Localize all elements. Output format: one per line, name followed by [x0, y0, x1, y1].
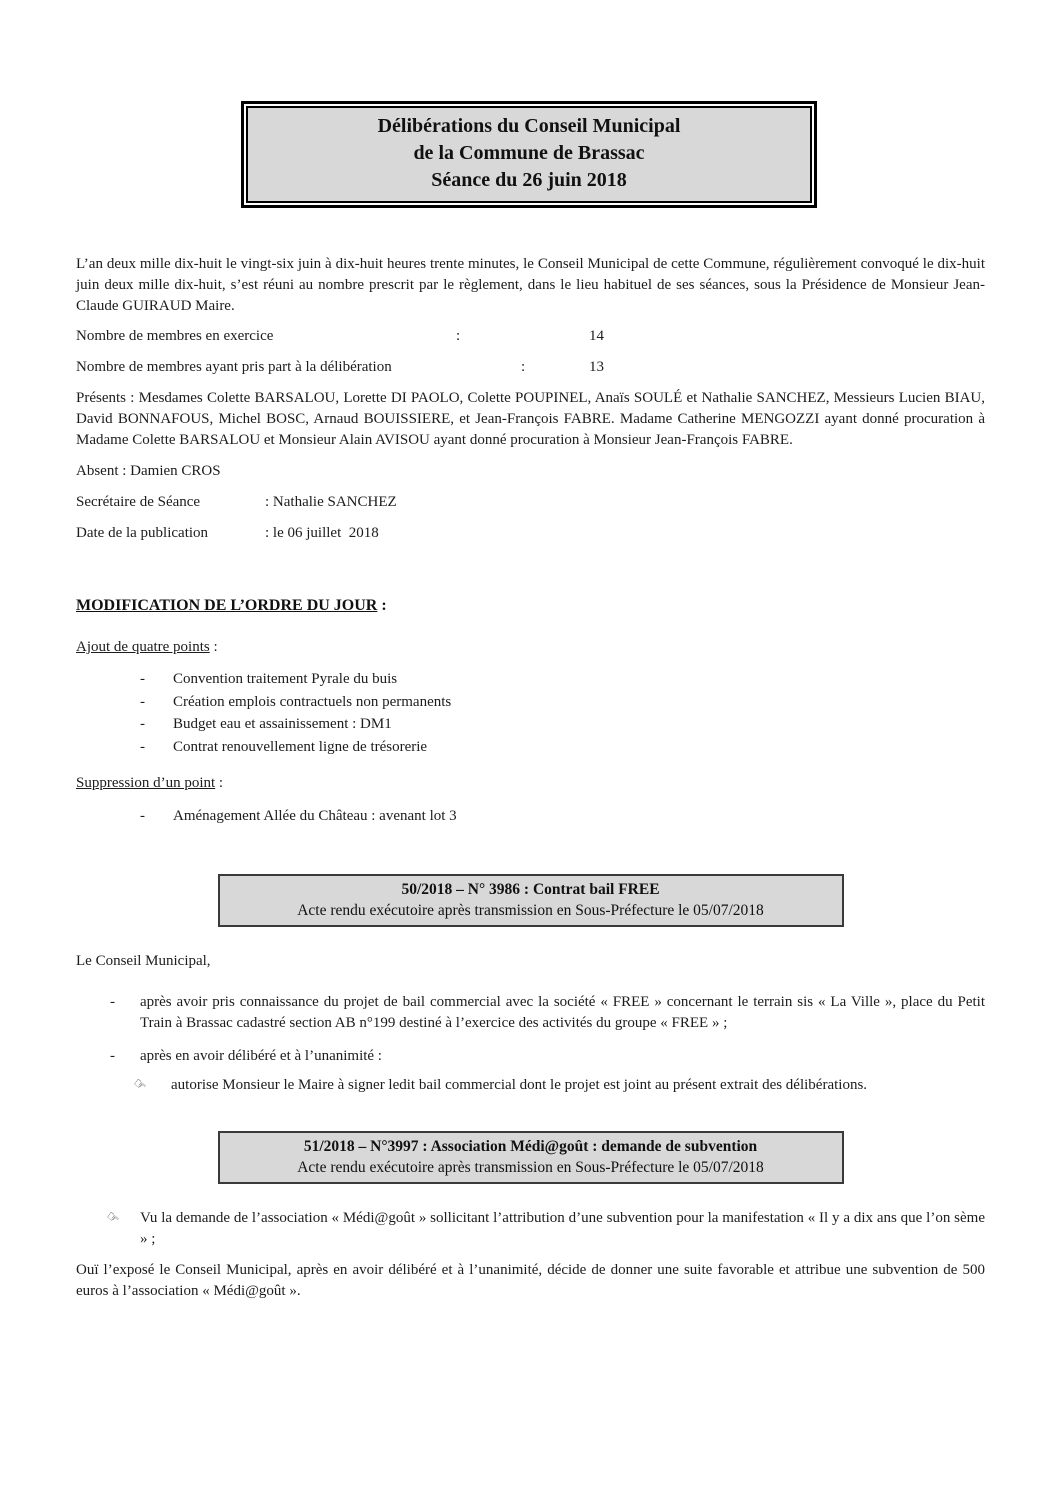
deliberation-51-consideration: [76, 1208, 985, 1250]
deliberation-51-subtitle: Acte rendu exécutoire après transmission en Sous-Préfecture le 05/07/2018: [297, 1159, 764, 1177]
additions-list: [76, 669, 985, 758]
document-body: [76, 254, 985, 1302]
agenda-modification-heading-text: MODIFICATION DE L’ORDRE DU JOUR: [76, 596, 378, 614]
members-in-office-label: Nombre de membres en exercice: [76, 328, 274, 345]
intro-paragraph: L’an deux mille dix-huit le vingt-six juin à dix-huit heures trente minutes, le Conseil Municipal de cette Commune, régulièrement convoqué le dix-huit juin deux mille dix-huit, s’est réuni au nombre prescrit par le règlement, dans le lieu habituel de ses séances, sous la Présidence de Monsieur Jean-Claude GUIRAUD Maire.: [76, 256, 985, 314]
publication-date-value: : le 06 juillet 2018: [265, 524, 379, 541]
removal-label-colon: :: [215, 774, 224, 791]
list-item-text: Création emplois contractuels non permanents: [173, 693, 452, 710]
secretary-row: [76, 492, 985, 513]
deliberation-50-item-2-text: après en avoir délibéré et à l’unanimité :: [140, 1047, 382, 1064]
deliberation-51-title: 51/2018 – N°3997 : Association Médi@goût : demande de subvention: [303, 1138, 758, 1156]
agenda-modification-heading: [76, 596, 985, 617]
hand-bullet-icon: ☞: [129, 1074, 150, 1095]
removal-label-text: Suppression d’un point: [76, 774, 216, 791]
list-item: [76, 806, 985, 827]
members-in-office-colon: :: [456, 328, 461, 345]
deliberation-51-box: [218, 1131, 844, 1184]
members-deliberating-row: [76, 357, 985, 378]
hand-bullet-icon: ☞: [102, 1208, 123, 1229]
absent-line: Absent : Damien CROS: [76, 462, 221, 479]
title-line-2: de la Commune de Brassac: [413, 142, 645, 164]
deliberation-50-opening: Le Conseil Municipal,: [76, 953, 211, 970]
list-item: [76, 737, 985, 758]
secretary-value: : Nathalie SANCHEZ: [265, 493, 397, 510]
deliberation-50-item-1: [76, 992, 985, 1034]
additions-label-colon: :: [209, 639, 218, 656]
dash-bullet: -: [140, 693, 145, 710]
publication-date-row: [76, 523, 985, 544]
list-item: [76, 714, 985, 735]
list-item-text: Convention traitement Pyrale du buis: [173, 671, 398, 688]
additions-label: [76, 637, 985, 658]
members-deliberating-colon: :: [521, 359, 526, 376]
members-deliberating-value: 13: [589, 359, 604, 376]
list-item-text: Aménagement Allée du Château : avenant lot 3: [173, 807, 457, 824]
dash-bullet: -: [140, 807, 145, 824]
dash-bullet: -: [140, 671, 145, 688]
list-item-text: Contrat renouvellement ligne de trésorerie: [173, 738, 428, 755]
agenda-modification-heading-colon: :: [377, 596, 387, 614]
deliberation-50-item-2: [76, 1046, 985, 1067]
deliberation-51-closing: Ouï l’exposé le Conseil Municipal, après en avoir délibéré et à l’unanimité, décide de donner une suite favorable et attribue une subvention de 500 euros à l’association « Médi@goût ».: [76, 1261, 985, 1299]
additions-label-text: Ajout de quatre points: [76, 639, 210, 656]
dash-bullet: -: [110, 994, 115, 1011]
title-line-1: Délibérations du Conseil Municipal: [377, 115, 681, 137]
title-box: [241, 101, 817, 208]
dash-bullet: -: [110, 1047, 115, 1064]
deliberation-50-resolution-text: autorise Monsieur le Maire à signer ledit bail commercial dont le projet est joint au présent extrait des délibérations.: [171, 1076, 868, 1093]
deliberation-50-subtitle: Acte rendu exécutoire après transmission en Sous-Préfecture le 05/07/2018: [297, 902, 764, 920]
members-deliberating-label: Nombre de membres ayant pris part à la délibération: [76, 359, 392, 376]
presents-paragraph: Présents : Mesdames Colette BARSALOU, Lorette DI PAOLO, Colette POUPINEL, Anaïs SOULÉ et Nathalie SANCHEZ, Messieurs Lucien BIAU, David BONNAFOUS, Michel BOSC, Arnaud BOUISSIERE, et Jean-François FABRE. Madame Catherine MENGOZZI ayant donné procuration à Madame Colette BARSALOU et Monsieur Alain AVISOU ayant donné procuration à Monsieur Jean-François FABRE.: [76, 390, 985, 448]
members-in-office-row: [76, 326, 985, 347]
deliberation-50-resolution: [76, 1075, 985, 1096]
deliberation-50-box: [218, 874, 844, 927]
deliberation-50-title: 50/2018 – N° 3986 : Contrat bail FREE: [401, 881, 660, 899]
list-item-text: Budget eau et assainissement : DM1: [173, 716, 392, 733]
dash-bullet: -: [140, 738, 145, 755]
title-box-inner: [246, 106, 812, 203]
deliberation-50-item-1-text: après avoir pris connaissance du projet de bail commercial avec la société « FREE » concernant le terrain sis « La Ville », place du Petit Train à Brassac cadastré section AB n°199 destiné à l’exercice des activités du groupe « FREE » ;: [140, 994, 985, 1031]
members-in-office-value: 14: [589, 328, 604, 345]
removal-list: [76, 806, 985, 827]
title-line-3: Séance du 26 juin 2018: [431, 169, 627, 191]
removal-label: [76, 773, 985, 794]
dash-bullet: -: [140, 716, 145, 733]
list-item: [76, 669, 985, 690]
secretary-label: Secrétaire de Séance: [76, 493, 201, 510]
list-item: [76, 692, 985, 713]
publication-date-label: Date de la publication: [76, 524, 209, 541]
deliberation-51-consideration-text: Vu la demande de l’association « Médi@goût » sollicitant l’attribution d’une subvention pour la manifestation « Il y a dix ans que l’on sème » ;: [140, 1210, 985, 1248]
